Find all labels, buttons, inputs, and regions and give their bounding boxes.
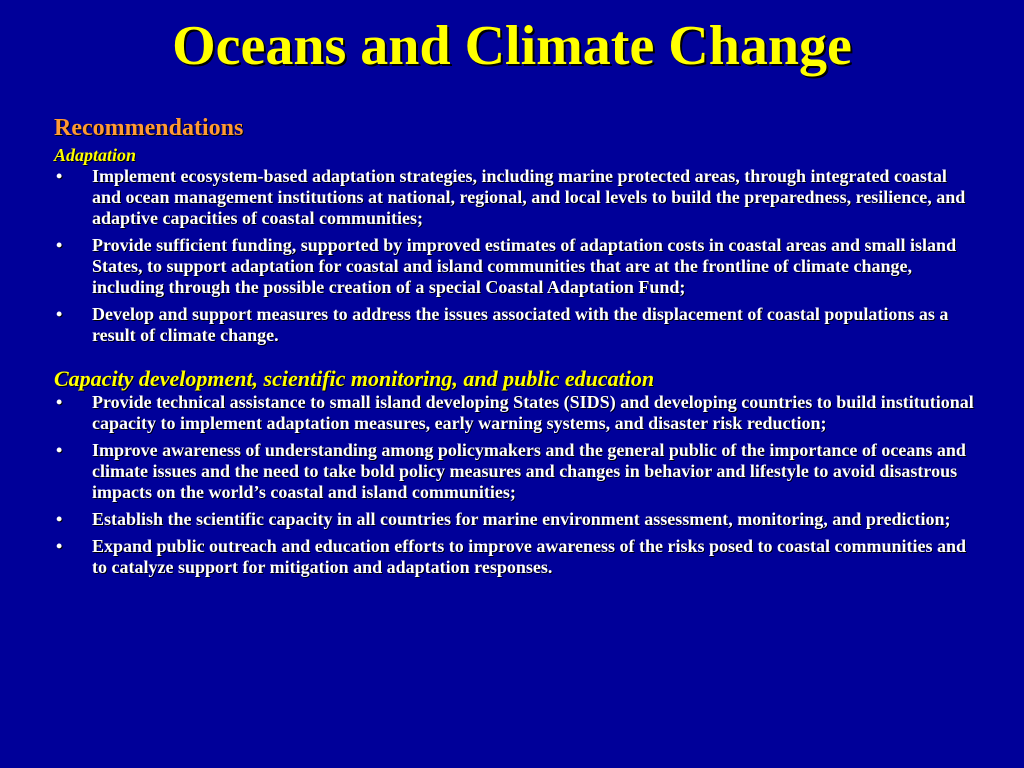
adaptation-item	[54, 166, 974, 229]
capacity-heading: Capacity development, scientific monitoring, and public education	[54, 366, 655, 391]
adaptation-item	[54, 304, 974, 346]
capacity-item-text: Establish the scientific capacity in all countries for marine environment assessment, monitoring, and prediction;	[92, 509, 951, 529]
adaptation-item-text: Implement ecosystem-based adaptation strategies, including marine protected areas, through integrated coastal and ocean management institutions at national, regional, and local levels to build the preparedness, resilience, and adaptive capacities of coastal communities;	[92, 166, 966, 228]
slide-title: Oceans and Climate Change	[172, 15, 852, 77]
bullet-icon: •	[56, 536, 63, 556]
bullet-icon: •	[56, 166, 63, 186]
capacity-list	[54, 392, 974, 578]
capacity-item	[54, 509, 974, 530]
bullet-icon: •	[56, 509, 63, 529]
adaptation-item-text: Develop and support measures to address the issues associated with the displacement of coastal populations as a result of climate change.	[92, 304, 949, 345]
capacity-item-text: Expand public outreach and education efforts to improve awareness of the risks posed to coastal communities and to catalyze support for mitigation and adaptation responses.	[92, 536, 967, 577]
capacity-item	[54, 392, 974, 434]
bullet-icon: •	[56, 235, 63, 255]
capacity-item	[54, 536, 974, 578]
adaptation-list	[54, 166, 974, 346]
bullet-icon: •	[56, 440, 63, 460]
capacity-item	[54, 440, 974, 503]
capacity-item-text: Provide technical assistance to small island developing States (SIDS) and developing countries to build institutional capacity to implement adaptation measures, early warning systems, and disaster risk reduction;	[92, 392, 974, 433]
bullet-icon: •	[56, 392, 63, 412]
slide-content	[54, 114, 974, 584]
adaptation-item-text: Provide sufficient funding, supported by improved estimates of adaptation costs in coastal areas and small island States, to support adaptation for coastal and island communities that are at the frontline of climate change, including through the possible creation of a special Coastal Adaptation Fund;	[92, 235, 957, 297]
adaptation-heading: Adaptation	[54, 145, 137, 165]
bullet-icon: •	[56, 304, 63, 324]
adaptation-item	[54, 235, 974, 298]
capacity-item-text: Improve awareness of understanding among policymakers and the general public of the importance of oceans and climate issues and the need to take bold policy measures and changes in behavior and lifestyle to avoid disastrous impacts on the world’s coastal and island communities;	[92, 440, 966, 502]
recommendations-heading: Recommendations	[54, 115, 244, 141]
